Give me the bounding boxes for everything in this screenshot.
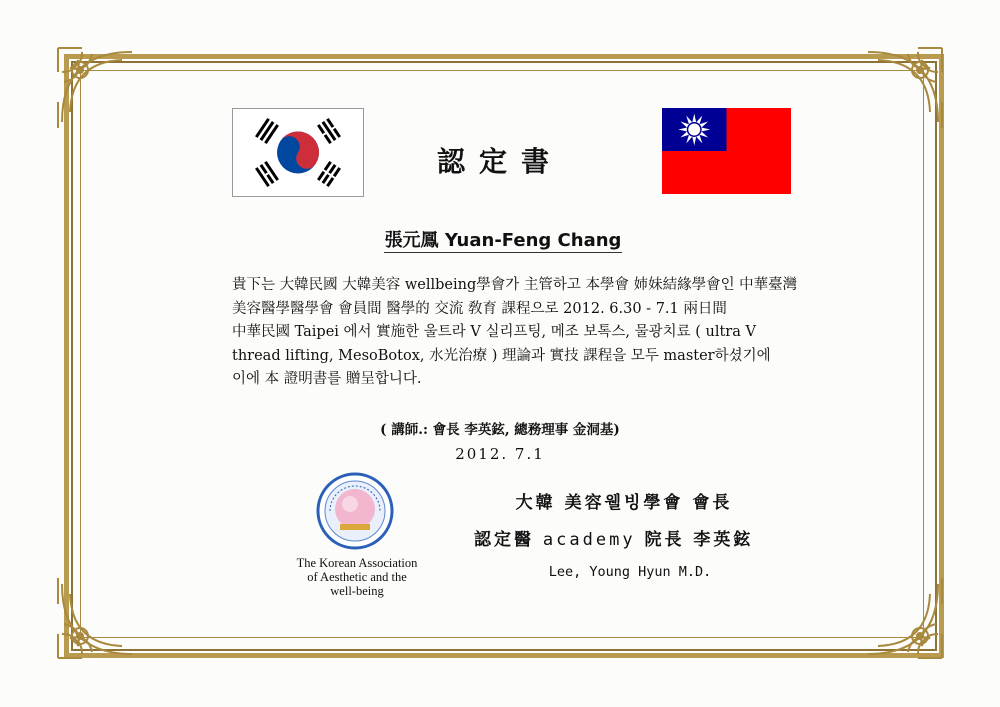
body-line: 이에 本 證明書를 贈呈합니다. <box>232 371 422 387</box>
certificate-body <box>232 274 798 392</box>
corner-ornament-icon <box>52 42 142 132</box>
certificate-title: 認定書 <box>436 145 563 178</box>
association-name-line: The Korean Association <box>296 556 418 570</box>
signatory-title-academy: academy <box>542 530 636 550</box>
signatory-title <box>474 525 794 550</box>
recipient-underline <box>384 252 622 253</box>
association-name <box>282 556 432 598</box>
corner-ornament-icon <box>858 574 948 664</box>
corner-ornament-icon <box>52 574 142 664</box>
body-line: 美容醫學醫學會 會員間 醫學的 交流 敎育 課程으로 2012. 6.30 - 7.1 兩日間 <box>232 300 727 317</box>
instructors-line: ( 講師.: 會長 李英鉉, 總務理事 金洞基) <box>380 422 620 438</box>
signatory-name: Lee, Young Hyun M.D. <box>548 564 712 580</box>
association-seal-icon <box>316 472 394 550</box>
corner-ornament-icon <box>858 42 948 132</box>
body-line: 中華民國 Taipei 에서 實施한 울트라 V 실리프팅, 메조 보톡스, 물광치료 ( ultra V <box>232 324 756 340</box>
association-name-line: of Aesthetic and the <box>307 570 407 584</box>
signatory-organization: 大韓 美容웰빙學會 會長 <box>515 493 733 513</box>
body-line: 貴下는 大韓民國 大韓美容 wellbeing學會가 主管하고 本學會 姉妹結緣學會인 中華臺灣 <box>232 277 798 293</box>
certificate-date: 2012. 7.1 <box>455 445 545 463</box>
recipient-name: 張元鳳 Yuan-Feng Chang <box>384 230 622 251</box>
association-name-line: well-being <box>330 584 384 598</box>
signatory-title-suffix: 院長 李英鉉 <box>635 530 754 550</box>
body-line: thread lifting, MesoBotox, 水光治療 ) 理論과 實技 課程을 모두 master하셨기에 <box>232 347 771 364</box>
signatory-title-prefix: 認定醫 <box>474 530 543 550</box>
